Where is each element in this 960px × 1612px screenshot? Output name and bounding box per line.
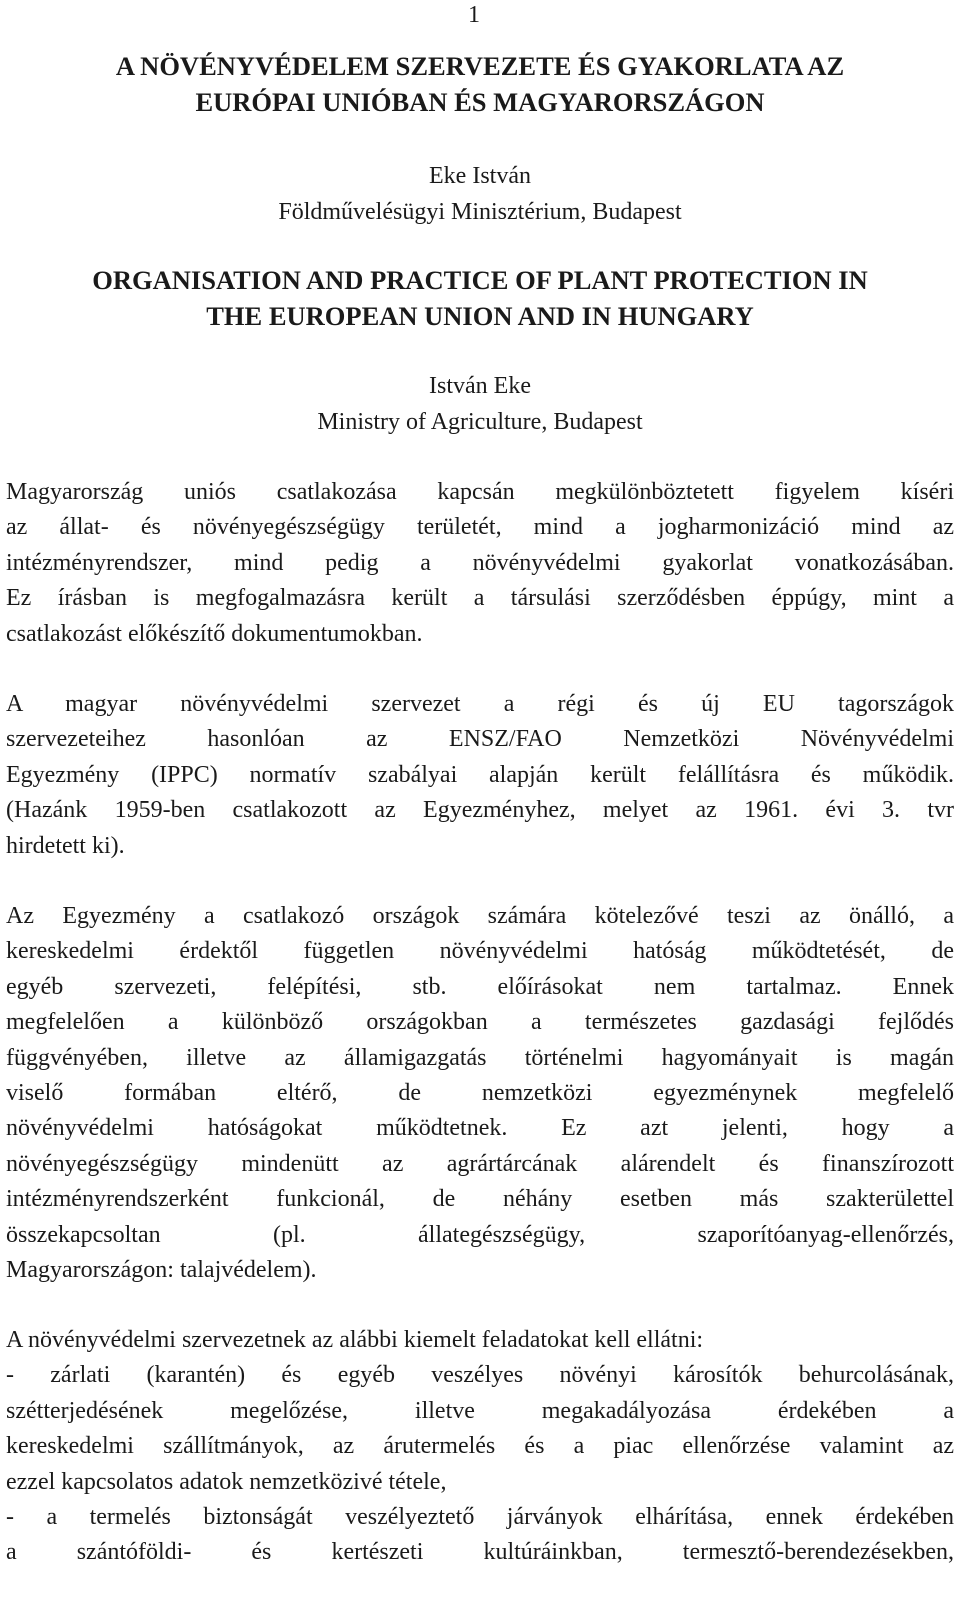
paragraph-line: Magyarországon: talajvédelem).: [6, 1257, 317, 1284]
paragraph-line: intézményrendszerként funkcionál, de néhány esetben más szakterülettel: [6, 1186, 954, 1213]
paragraph-line: növényvédelmi hatóságokat működtetnek. Ez azt jelenti, hogy a: [6, 1115, 954, 1142]
paragraph-line: Magyarország uniós csatlakozása kapcsán megkülönböztetett figyelem kíséri: [6, 479, 954, 505]
paragraph-line: csatlakozást előkészítő dokumentumokban.: [6, 620, 423, 647]
paragraph-line: az állat- és növényegészségügy területét, mind a jogharmonizáció mind az: [6, 514, 954, 541]
paragraph-line: összekapcsoltan (pl. állategészségügy, szaporítóanyag-ellenőrzés,: [6, 1221, 954, 1248]
paragraph-line: Ez írásban is megfogalmazásra került a társulási szerződésben éppúgy, mint a: [6, 585, 954, 612]
body-paragraph: [6, 687, 954, 864]
author-affiliation: Földművelésügyi Minisztérium, Budapest: [278, 199, 682, 225]
author-english: [0, 368, 960, 440]
title-hungarian: [0, 48, 960, 120]
author-name: István Eke: [429, 373, 531, 399]
list-item-line: ezzel kapcsolatos adatok nemzetközivé tétele,: [6, 1468, 447, 1495]
paragraph-line: A növényvédelmi szervezetnek az alábbi kiemelt feladatokat kell ellátni:: [6, 1327, 704, 1353]
paragraph-line: viselő formában eltérő, de nemzetközi egyezménynek megfelelő: [6, 1080, 954, 1107]
paragraph-line: Egyezmény (IPPC) normatív szabályai alapján került felállításra és működik.: [6, 761, 954, 788]
list-item-line: szétterjedésének megelőzése, illetve megakadályozása érdekében a: [6, 1397, 954, 1424]
paragraph-line: függvényében, illetve az államigazgatás történelmi hagyományait is magán: [6, 1044, 954, 1071]
paragraph-line: hirdetett ki).: [6, 832, 125, 859]
paragraph-line: A magyar növényvédelmi szervezet a régi és új EU tagországok: [6, 691, 954, 717]
paragraph-line: szervezeteihez hasonlóan az ENSZ/FAO Nemzetközi Növényvédelmi: [6, 726, 954, 753]
body-paragraph: [6, 899, 954, 1288]
list-item-line: a szántóföldi- és kertészeti kultúráinkban, termesztő-berendezésekben,: [6, 1539, 954, 1566]
title-hungarian-line: EURÓPAI UNIÓBAN ÉS MAGYARORSZÁGON: [195, 87, 765, 117]
list-item-line: kereskedelmi szállítmányok, az árutermelés és a piac ellenőrzése valamint az: [6, 1433, 954, 1460]
paragraph-line: növényegészségügy mindenütt az agrártárcának alárendelt és finanszírozott: [6, 1150, 954, 1177]
paragraph-line: egyéb szervezeti, felépítési, stb. előírásokat nem tartalmaz. Ennek: [6, 973, 954, 1000]
author-affiliation: Ministry of Agriculture, Budapest: [317, 409, 643, 435]
author-name: Eke István: [429, 163, 531, 189]
paragraph-line: kereskedelmi érdektől független növényvédelmi hatóság működtetését, de: [6, 938, 954, 965]
title-english: [0, 262, 960, 334]
title-english-line: ORGANISATION AND PRACTICE OF PLANT PROTECTION IN: [92, 265, 868, 295]
list-item-line: - a termelés biztonságát veszélyeztető járványok elhárítása, ennek érdekében: [6, 1504, 954, 1531]
title-hungarian-line: A NÖVÉNYVÉDELEM SZERVEZETE ÉS GYAKORLATA AZ: [115, 51, 845, 81]
list-item-line: - zárlati (karantén) és egyéb veszélyes növényi károsítók behurcolásának,: [6, 1362, 954, 1389]
paragraph-line: Az Egyezmény a csatlakozó országok számára kötelezővé teszi az önálló, a: [6, 903, 954, 929]
page-number: 1: [468, 2, 480, 28]
paragraph-line: (Hazánk 1959-ben csatlakozott az Egyezményhez, melyet az 1961. évi 3. tvr: [6, 797, 954, 824]
body-paragraph: [6, 1323, 954, 1571]
body-paragraph: [6, 475, 954, 652]
paragraph-line: intézményrendszer, mind pedig a növényvédelmi gyakorlat vonatkozásában.: [6, 549, 954, 576]
title-english-line: THE EUROPEAN UNION AND IN HUNGARY: [206, 301, 754, 331]
paragraph-line: megfelelően a különböző országokban a természetes gazdasági fejlődés: [6, 1009, 954, 1036]
author-hungarian: [0, 158, 960, 230]
